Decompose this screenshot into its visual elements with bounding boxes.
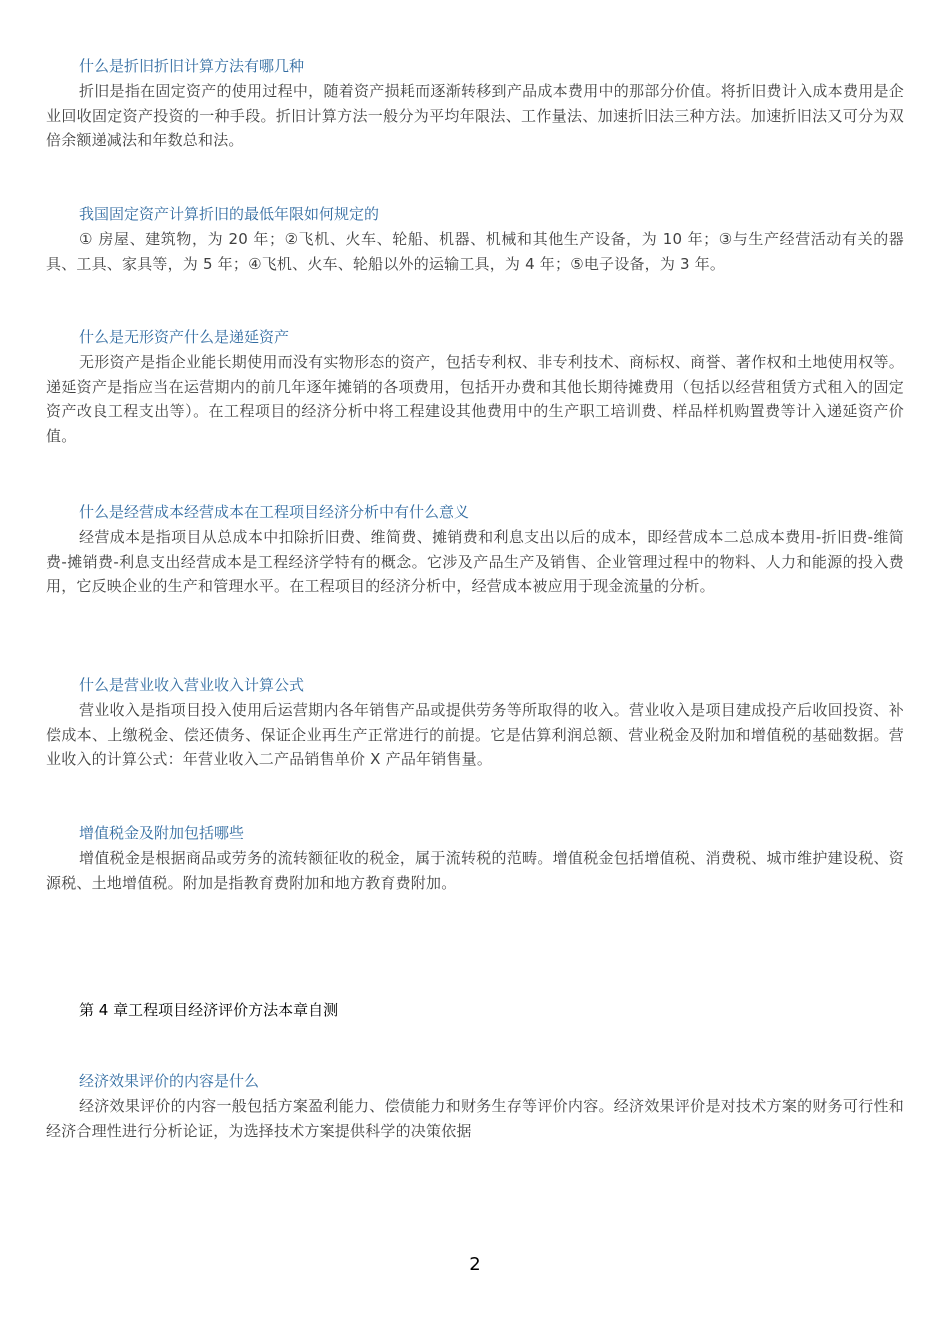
answer-paragraph: 折旧是指在固定资产的使用过程中，随着资产损耗而逐渐转移到产品成本费用中的那部分价值。将折旧费计入成本费用是企业回收固定资产投资的一种手段。折旧计算方法一般分为平均年限法、工作量法、加速折旧法三种方法。加速折旧法又可分为双倍余额递减法和年数总和法。 [46,82,904,150]
qa-section-min-depreciation-years [46,202,904,276]
answer-paragraph: 营业收入是指项目投入使用后运营期内各年销售产品或提供劳务等所取得的收入。营业收入是项目建成投产后收回投资、补偿成本、上缴税金、偿还债务、保证企业再生产正常进行的前提。它是估算利润总额、营业税金及附加和增值税的基础数据。营业收入的计算公式：年营业收入二产品销售单价 X 产品年销售量。 [46,701,904,769]
question-title: 增值税金及附加包括哪些 [79,824,245,842]
question-title: 我国固定资产计算折旧的最低年限如何规定的 [79,205,380,223]
qa-section-depreciation [46,54,904,153]
answer-paragraph: 增值税金是根据商品或劳务的流转额征收的税金，属于流转税的范畴。增值税金包括增值税、消费税、城市维护建设税、资源税、土地增值税。附加是指教育费附加和地方教育费附加。 [46,849,904,892]
answer-paragraph: 经济效果评价的内容一般包括方案盈利能力、偿债能力和财务生存等评价内容。经济效果评价是对技术方案的财务可行性和经济合理性进行分析论证，为选择技术方案提供科学的决策依据 [46,1097,904,1140]
qa-section-economic-evaluation [46,1069,904,1143]
qa-section-operating-revenue [46,673,904,772]
answer-paragraph: 经营成本是指项目从总成本中扣除折旧费、维简费、摊销费和利息支出以后的成本，即经营成本二总成本费用-折旧费-维简费-摊销费-利息支出经营成本是工程经济学特有的概念。它涉及产品生产及销售、企业管理过程中的物料、人力和能源的投入费用，它反映企业的生产和管理水平。在工程项目的经济分析中，经营成本被应用于现金流量的分析。 [46,528,904,596]
question-title: 什么是经营成本经营成本在工程项目经济分析中有什么意义 [79,503,470,521]
question-title: 什么是营业收入营业收入计算公式 [79,676,305,694]
page-number: 2 [469,1254,481,1275]
question-title: 什么是无形资产什么是递延资产 [79,328,290,346]
question-title: 什么是折旧折旧计算方法有哪几种 [79,57,305,75]
answer-paragraph: 无形资产是指企业能长期使用而没有实物形态的资产，包括专利权、非专利技术、商标权、商誉、著作权和土地使用权等。递延资产是指应当在运营期内的前几年逐年摊销的各项费用，包括开办费和其他长期待摊费用（包括以经营租赁方式租入的固定资产改良工程支出等）。在工程项目的经济分析中将工程建设其他费用中的生产职工培训费、样品样机购置费等计入递延资产价值。 [46,353,904,445]
qa-section-intangible-assets [46,325,904,448]
qa-section-operating-cost [46,500,904,599]
chapter-heading: 第 4 章工程项目经济评价方法本章自测 [79,1001,339,1019]
qa-section-vat-surcharges [46,821,904,895]
question-title: 经济效果评价的内容是什么 [79,1072,260,1090]
answer-paragraph: ① 房屋、建筑物，为 20 年；②飞机、火车、轮船、机器、机械和其他生产设备，为 10 年；③与生产经营活动有关的器具、工具、家具等，为 5 年；④飞机、火车、轮船以外的运输工具，为 4 年；⑤电子设备，为 3 年。 [46,230,904,273]
